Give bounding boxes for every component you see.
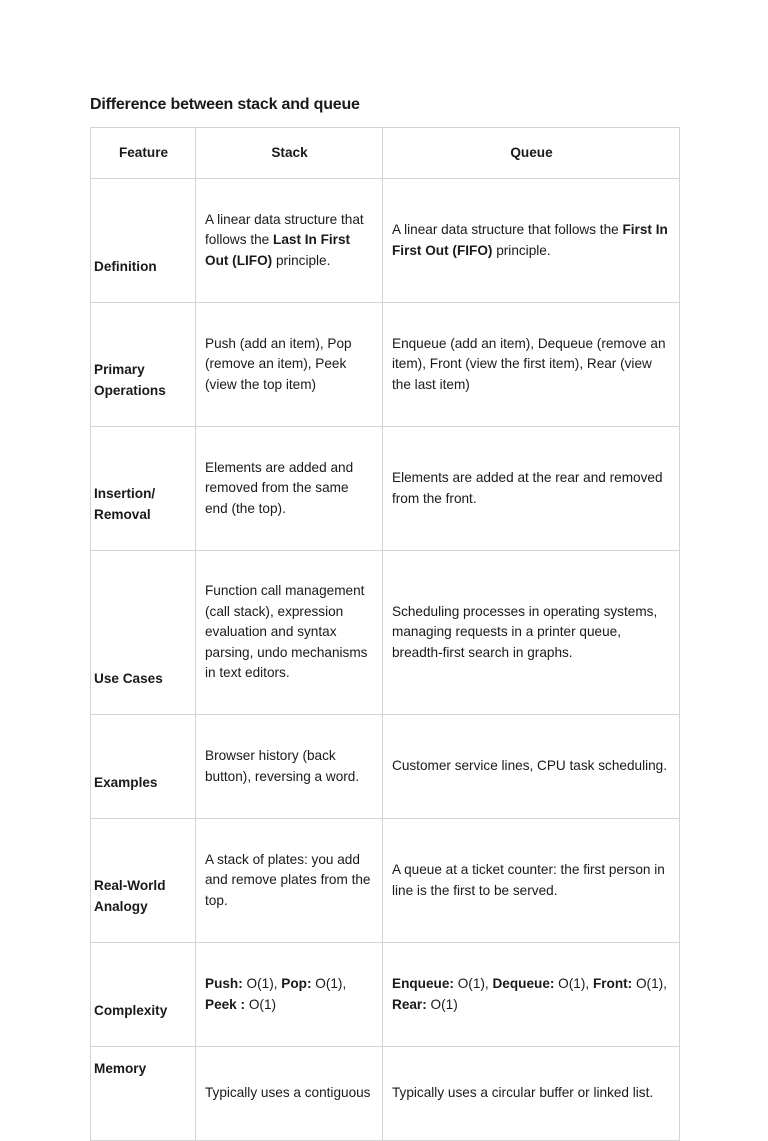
text-run-bold: First In First Out (FIFO): [392, 222, 668, 258]
document-title: Difference between stack and queue: [90, 96, 360, 113]
table-row: [91, 179, 680, 303]
text-run: A linear data structure that follows the: [392, 222, 623, 238]
table-row: [91, 1047, 680, 1141]
stack-cell: Typically uses a contiguous: [196, 1047, 383, 1141]
queue-cell: Elements are added at the rear and removed from the front.: [383, 427, 680, 551]
text-run-bold: Dequeue:: [492, 976, 555, 992]
text-run-bold: Last In First Out (LIFO): [205, 232, 351, 268]
text-run-bold: Rear:: [392, 996, 427, 1012]
text-run-bold: Peek :: [205, 996, 246, 1012]
header-row: [91, 128, 680, 179]
text-run: O(1),: [311, 976, 347, 992]
header-stack: Stack: [196, 128, 383, 179]
stack-cell: Function call management (call stack), expression evaluation and syntax parsing, undo mechanisms in text editors.: [196, 551, 383, 715]
text-run-bold: Front:: [592, 976, 633, 992]
comparison-table: [90, 127, 680, 1141]
stack-cell: Push (add an item), Pop (remove an item), Peek (view the top item): [196, 303, 383, 427]
text-run-bold: Push:: [205, 976, 243, 992]
text-run-bold: Enqueue:: [392, 976, 454, 992]
queue-cell: Enqueue (add an item), Dequeue (remove an item), Front (view the first item), Rear (view the last item): [383, 303, 680, 427]
table-row: [91, 715, 680, 819]
text-run-bold: Pop:: [281, 976, 312, 992]
queue-cell: Typically uses a circular buffer or linked list.: [383, 1047, 680, 1141]
feature-cell: Real-World Analogy: [91, 819, 196, 943]
queue-cell: Customer service lines, CPU task scheduling.: [383, 715, 680, 819]
table-row: [91, 427, 680, 551]
feature-cell: Memory: [91, 1047, 196, 1141]
text-run: A linear data structure that follows the: [205, 211, 364, 248]
table-row: [91, 943, 680, 1047]
header-feature: Feature: [91, 128, 196, 179]
text-run: O(1),: [453, 976, 493, 992]
header-queue: Queue: [383, 128, 680, 179]
stack-cell: Elements are added and removed from the same end (the top).: [196, 427, 383, 551]
queue-cell: [383, 943, 680, 1047]
feature-cell: Definition: [91, 179, 196, 303]
text-run: principle.: [272, 252, 331, 268]
feature-cell: Use Cases: [91, 551, 196, 715]
text-run: O(1),: [632, 976, 667, 992]
queue-cell: Scheduling processes in operating systems, managing requests in a printer queue, breadth-first search in graphs.: [383, 551, 680, 715]
table-row: [91, 819, 680, 943]
table-row: [91, 551, 680, 715]
stack-cell: [196, 943, 383, 1047]
stack-cell: A stack of plates: you add and remove plates from the top.: [196, 819, 383, 943]
feature-cell: Complexity: [91, 943, 196, 1047]
stack-cell: Browser history (back button), reversing a word.: [196, 715, 383, 819]
text-run: principle.: [492, 242, 551, 258]
feature-cell: Insertion/ Removal: [91, 427, 196, 551]
queue-cell: [383, 179, 680, 303]
text-run: O(1): [426, 996, 458, 1012]
feature-cell: Examples: [91, 715, 196, 819]
stack-cell: [196, 179, 383, 303]
table-row: [91, 303, 680, 427]
text-run: O(1),: [554, 976, 593, 992]
text-run: O(1): [245, 996, 277, 1012]
feature-cell: Primary Operations: [91, 303, 196, 427]
text-run: O(1),: [242, 976, 282, 992]
queue-cell: A queue at a ticket counter: the first person in line is the first to be served.: [383, 819, 680, 943]
